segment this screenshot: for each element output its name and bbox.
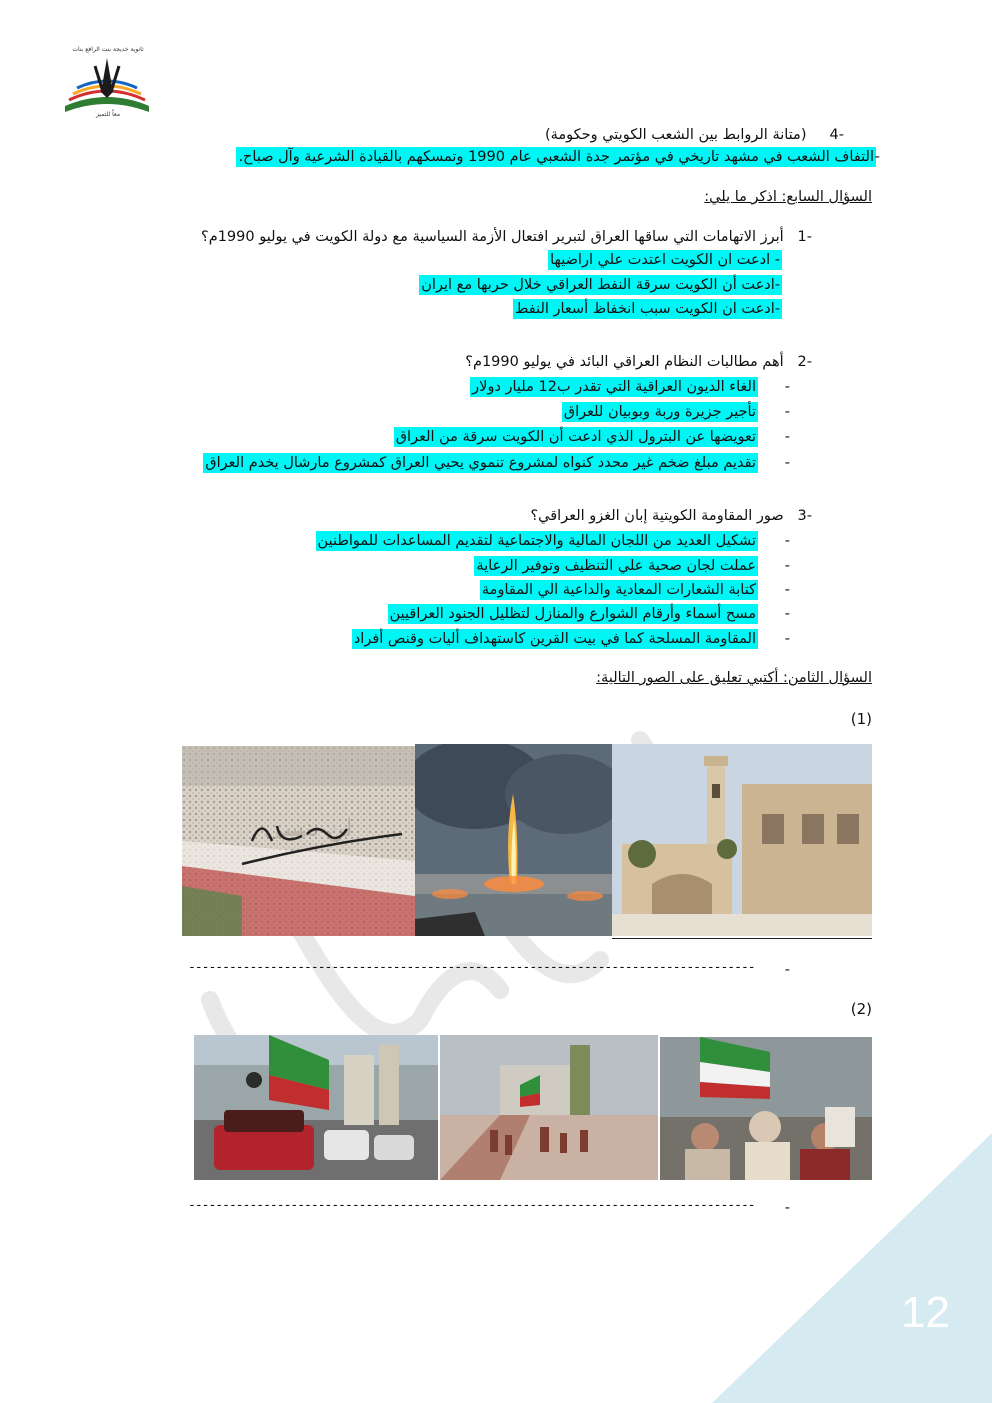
q7-item-3-answer-1: تشكيل العديد من اللجان المالية والاجتماعية لتقديم المساعدات للمواطنين — [317, 533, 756, 549]
q7-item-3-dash-5: - — [784, 631, 790, 647]
q7-item-3-number: -3 — [797, 508, 812, 524]
q7-item-3-dash-1: - — [784, 533, 790, 549]
image-underline-1 — [612, 938, 872, 939]
q7-item-3-answer-4: مسح أسماء وأرقام الشوارع والمنازل لتظليل الجنود العراقيين — [389, 606, 756, 622]
photo-street-flag — [440, 1035, 658, 1180]
q7-item-1-title: -1 أبرز الاتهامات التي ساقها العراق لتبرير افتعال الأزمة السياسية مع دولة الكويت في يوليو 1990م؟ — [201, 229, 812, 245]
q7-item-3-dash-3: - — [784, 582, 790, 598]
q7-item-2-dash-2: - — [784, 404, 790, 420]
q7-item-2-answer-2: تأجير جزيرة وربة وبوبيان للعراق — [563, 404, 756, 420]
q7-item-1-number: -1 — [797, 229, 812, 245]
q4-answer-dash: - — [874, 149, 880, 165]
q7-item-2-dash-1: - — [784, 379, 790, 395]
photo-celebration-cars — [194, 1035, 438, 1180]
q7-item-3-answer-2: عملت لجان صحية علي التنظيف وتوفير الرعاية — [476, 558, 756, 574]
logo-motto: معاً للتميز — [95, 111, 121, 118]
graffiti-text: لن ننسى — [264, 814, 353, 842]
q7-item-2-answer-3: تعويضها عن البترول الذي ادعت أن الكويت سرقة من العراق — [395, 429, 756, 445]
q7-item-3-answer-5: المقاومة المسلحة كما في بيت القرين كاستهداف أليات وقنص أفراد — [353, 631, 756, 647]
photo-graffiti-wall — [182, 746, 415, 936]
school-logo — [55, 48, 159, 118]
q7-item-3-answer-3: كتابة الشعارات المعادية والداعية الي المقاومة — [481, 582, 756, 598]
q4-heading — [545, 125, 844, 145]
photo-seif-palace — [612, 744, 872, 936]
photo-oil-fire — [415, 744, 612, 936]
group-1-label: (1) — [850, 710, 872, 728]
q7-item-3-title: -3 صور المقاومة الكويتية إبان الغزو العراقي؟ — [530, 508, 812, 524]
q7-item-1-answer-2: -ادعت أن الكويت سرقة النفط العراقي خلال حربها مع ايران — [421, 277, 780, 293]
q7-item-2-dash-4: - — [784, 455, 790, 471]
answer-line-2[interactable]: ----------------------------------------------------------------------------------- — [188, 1198, 755, 1213]
q4-number: -4 — [829, 127, 844, 143]
q4-answer: التفاف الشعب في مشهد تاريخي في مؤتمر جدة الشعبي عام 1990 وتمسكهم بالقيادة الشرعية وآل صباح. — [238, 149, 874, 165]
answer-dash-2: - — [784, 1200, 790, 1216]
q7-item-1-answer-1: - ادعت ان الكويت اعتدت علي اراضيها — [550, 252, 780, 268]
group-2-label: (2) — [850, 1000, 872, 1018]
corner-triangle — [712, 1133, 992, 1403]
logo-arc-text: ثانوية خديجة بنت الرافع بنات — [72, 46, 144, 53]
q7-item-2-dash-3: - — [784, 429, 790, 445]
page-number: 12 — [901, 1288, 950, 1337]
answer-dash-1: - — [784, 962, 790, 978]
q7-item-1-answer-3: -ادعت ان الكويت سبب انخفاظ أسعار النفط — [514, 301, 780, 317]
q7-item-2-number: -2 — [797, 354, 812, 370]
q7-item-2-title: -2 أهم مطالبات النظام العراقي البائد في يوليو 1990م؟ — [465, 354, 812, 370]
q8-heading: السؤال الثامن: أكتبي تعليق على الصور التالية: — [596, 670, 872, 686]
q7-item-3-dash-4: - — [784, 606, 790, 622]
q7-item-3-dash-2: - — [784, 558, 790, 574]
q4-title: (متانة الروابط بين الشعب الكويتي وحكومة) — [544, 127, 807, 143]
q7-heading: السؤال السابع: اذكر ما يلي: — [704, 189, 872, 205]
q7-item-2-answer-1: الغاء الديون العراقية التي تقدر ب12 مليار دولار — [472, 379, 756, 395]
q7-item-2-answer-4: تقديم مبلغ ضخم غير محدد كنواه لمشروع تنموي يحيي العراق كمشروع مارشال يخدم العراق — [205, 455, 756, 471]
answer-line-1[interactable]: ----------------------------------------------------------------------------------- — [188, 960, 755, 975]
